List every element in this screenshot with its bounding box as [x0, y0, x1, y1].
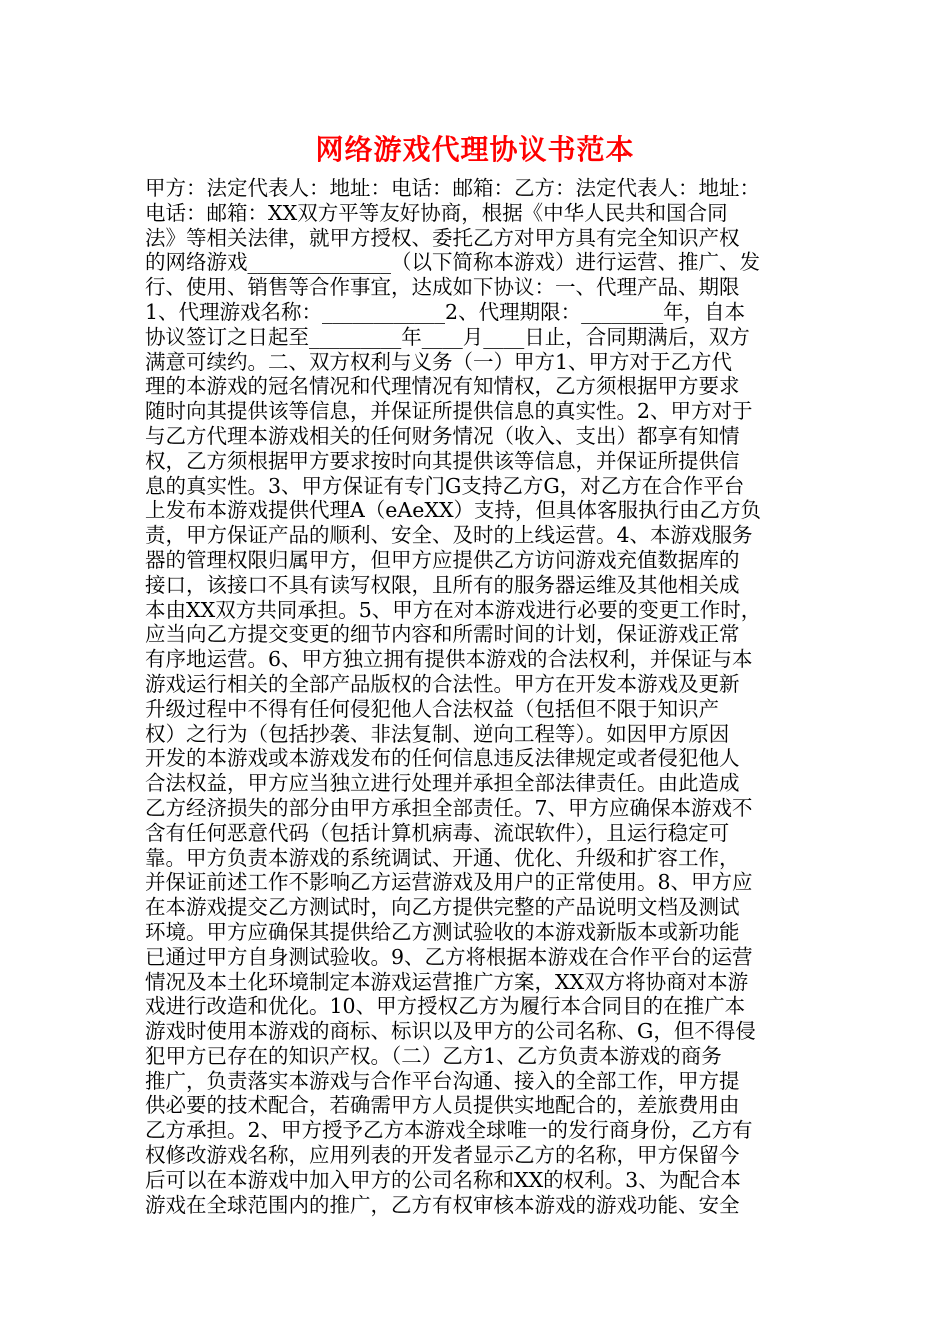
body-line: 甲方：法定代表人：地址：电话：邮箱：乙方：法定代表人：地址：: [145, 176, 760, 200]
body-line: 随时向其提供该等信息，并保证所提供信息的真实性。2、甲方对于: [145, 399, 753, 424]
body-line: 息的真实性。3、甲方保证有专门G支持乙方G，对乙方在合作平台: [145, 473, 745, 498]
body-line: 责，甲方保证产品的顺利、安全、及时的上线运营。4、本游戏服务: [145, 523, 753, 548]
body-line: 情况及本土化环境制定本游戏运营推广方案，XX双方将协商对本游: [145, 969, 749, 994]
body-line: 本由XX双方共同承担。5、甲方在对本游戏进行必要的变更工作时，: [145, 597, 762, 622]
body-line: 电话：邮箱：XX双方平等友好协商，根据《中华人民共和国合同: [145, 200, 728, 225]
body-line: 供必要的技术配合，若确需甲方人员提供实地配合的，差旅费用由: [145, 1093, 740, 1118]
body-line: 开发的本游戏或本游戏发布的任何信息违反法律规定或者侵犯他人: [145, 746, 740, 771]
body-line: 升级过程中不得有任何侵犯他人合法权益（包括但不限于知识产: [145, 696, 719, 721]
document-title: 网络游戏代理协议书范本: [315, 133, 635, 166]
body-line: 犯甲方已存在的知识产权。（二）乙方1、乙方负责本游戏的商务: [145, 1043, 722, 1068]
body-line: 乙方经济损失的部分由甲方承担全部责任。7、甲方应确保本游戏不: [145, 795, 753, 820]
document-body: [145, 176, 815, 1217]
body-line: 并保证前述工作不影响乙方运营游戏及用户的正常使用。8、甲方应: [145, 870, 753, 895]
body-line: 理的本游戏的冠名情况和代理情况有知情权，乙方须根据甲方要求: [145, 374, 740, 399]
body-line: 行、使用、销售等合作事宜，达成如下协议：一、代理产品、期限: [145, 275, 740, 300]
body-line: 乙方承担。2、甲方授予乙方本游戏全球唯一的发行商身份，乙方有: [145, 1118, 753, 1143]
body-line: 应当向乙方提交变更的细节内容和所需时间的计划，保证游戏正常: [145, 622, 740, 647]
body-line: 法》等相关法律，就甲方授权、委托乙方对甲方具有完全知识产权: [145, 225, 740, 250]
body-line: 已通过甲方自身测试验收。9、乙方将根据本游戏在合作平台的运营: [145, 944, 753, 969]
body-line: 在本游戏提交乙方测试时，向乙方提供完整的产品说明文档及测试: [145, 895, 740, 920]
body-line: 满意可续约。二、双方权利与义务（一）甲方1、甲方对于乙方代: [145, 349, 733, 374]
body-line: 含有任何恶意代码（包括计算机病毒、流氓软件），且运行稳定可: [145, 820, 730, 845]
body-line: 器的管理权限归属甲方，但甲方应提供乙方访问游戏充值数据库的: [145, 547, 740, 572]
body-line: 游戏在全球范围内的推广，乙方有权审核本游戏的游戏功能、安全: [145, 1192, 740, 1217]
body-line: 有序地运营。6、甲方独立拥有提供本游戏的合法权利，并保证与本: [145, 647, 753, 672]
body-line: 后可以在本游戏中加入甲方的公司名称和XX的权利。3、为配合本: [145, 1167, 741, 1192]
body-line: 权，乙方须根据甲方要求按时向其提供该等信息，并保证所提供信: [145, 448, 740, 473]
body-line: 接口，该接口不具有读写权限，且所有的服务器运维及其他相关成: [145, 572, 740, 597]
body-line: 靠。甲方负责本游戏的系统调试、开通、优化、升级和扩容工作，: [145, 845, 740, 870]
body-line: 协议签订之日起至_________年____月____日止，合同期满后，双方: [145, 324, 750, 349]
body-line: 游戏运行相关的全部产品版权的合法性。甲方在开发本游戏及更新: [145, 671, 740, 696]
body-line: 戏进行改造和优化。10、甲方授权乙方为履行本合同目的在推广本: [145, 994, 746, 1019]
body-line: 合法权益，甲方应当独立进行处理并承担全部法律责任。由此造成: [145, 771, 740, 796]
body-line: 的网络游戏______________（以下简称本游戏）进行运营、推广、发: [145, 250, 760, 275]
body-line: 权修改游戏名称，应用列表的开发者显示乙方的名称，甲方保留今: [145, 1143, 740, 1168]
body-line: 推广，负责落实本游戏与合作平台沟通、接入的全部工作，甲方提: [145, 1068, 740, 1093]
body-line: 1、代理游戏名称：____________2、代理期限：________年，自本: [145, 299, 746, 324]
body-line: 环境。甲方应确保其提供给乙方测试验收的本游戏新版本或新功能: [145, 919, 740, 944]
body-line: 权）之行为（包括抄袭、非法复制、逆向工程等）。如因甲方原因: [145, 721, 730, 746]
body-line: 游戏时使用本游戏的商标、标识以及甲方的公司名称、G，但不得侵: [145, 1019, 756, 1044]
body-line: 与乙方代理本游戏相关的任何财务情况（收入、支出）都享有知情: [145, 423, 740, 448]
body-line: 上发布本游戏提供代理A（eAeXX）支持，但具体客服执行由乙方负: [145, 498, 762, 523]
